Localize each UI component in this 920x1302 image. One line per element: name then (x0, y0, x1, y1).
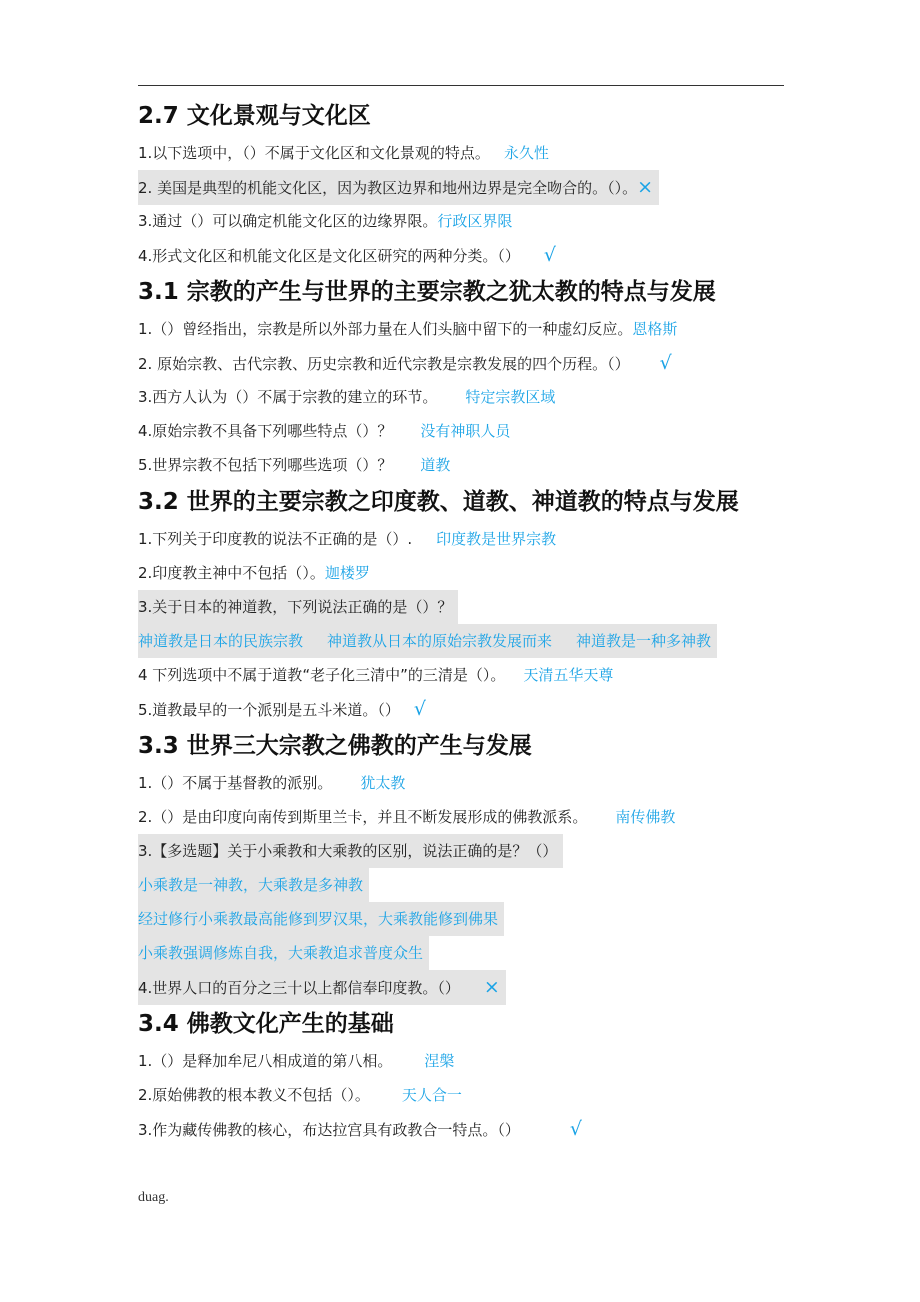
question-text: 2.（）是由印度向南传到斯里兰卡，并且不断发展形成的佛教派系。 (138, 808, 588, 826)
answer-option-line (138, 902, 788, 936)
question-text: 5.道教最早的一个派别是五斗米道。（） (138, 701, 400, 719)
question-line (138, 414, 788, 448)
answer-text: 涅槃 (424, 1052, 455, 1070)
answer-option: 神道教是一种多神教 (576, 632, 712, 650)
question-line (138, 312, 788, 346)
question-line (138, 204, 788, 238)
question-text: 4.世界人口的百分之三十以上都信奉印度教。（） (138, 979, 460, 997)
question-line (138, 1044, 788, 1078)
answer-text: 行政区界限 (437, 212, 513, 230)
question-line (138, 556, 788, 590)
header-rule (138, 85, 784, 86)
question-text: 1.下列关于印度教的说法不正确的是（）. (138, 530, 413, 548)
answer-option-line (138, 868, 788, 902)
answer-text: 南传佛教 (615, 808, 676, 826)
question-line (138, 522, 788, 556)
question-line (138, 136, 788, 170)
question-line (138, 448, 788, 482)
question-text: 3.【多选题】关于小乘教和大乘教的区别，说法正确的是？（） (138, 834, 563, 868)
question-line (138, 800, 788, 834)
question-text: 4.原始宗教不具备下列哪些特点（）？ (138, 422, 393, 440)
question-line (138, 590, 788, 624)
question-line (138, 970, 788, 1004)
question-text: 1.（）不属于基督教的派别。 (138, 774, 333, 792)
question-text: 2.原始佛教的根本教义不包括（）。 (138, 1086, 370, 1104)
answer-text: 迦楼罗 (324, 564, 370, 582)
question-line (138, 692, 788, 726)
section-title-3-2: 3.2 世界的主要宗教之印度教、道教、神道教的特点与发展 (138, 489, 739, 515)
question-line (138, 238, 788, 272)
answer-options-line (138, 624, 788, 658)
cross-mark: × (483, 976, 500, 998)
question-line (138, 834, 788, 868)
cross-mark: × (637, 176, 654, 198)
question-text: 1.（）是释加牟尼八相成道的第八相。 (138, 1052, 393, 1070)
question-line (138, 346, 788, 380)
question-text: 3.关于日本的神道教，下列说法正确的是（）？ (138, 590, 458, 624)
question-line (138, 1112, 788, 1146)
question-text: 2. 原始宗教、古代宗教、历史宗教和近代宗教是宗教发展的四个历程。（） (138, 355, 630, 373)
answer-text: 没有神职人员 (420, 422, 511, 440)
question-line (138, 380, 788, 414)
question-line (138, 766, 788, 800)
document-body (138, 96, 788, 1146)
section-title-3-3: 3.3 世界三大宗教之佛教的产生与发展 (138, 733, 532, 759)
question-text: 4 下列选项中不属于道教“老子化三清中”的三清是（）。 (138, 666, 506, 684)
question-text: 2.印度教主神中不包括（）。 (138, 564, 325, 582)
section-title-3-1: 3.1 宗教的产生与世界的主要宗教之犹太教的特点与发展 (138, 279, 716, 305)
question-line (138, 170, 788, 204)
answer-text: 天人合一 (401, 1086, 462, 1104)
question-text: 3.作为藏传佛教的核心，布达拉宫具有政教合一特点。（） (138, 1121, 520, 1139)
answer-option: 经过修行小乘教最高能修到罗汉果，大乘教能修到佛果 (138, 902, 504, 936)
question-text: 5.世界宗教不包括下列哪些选项（）？ (138, 456, 393, 474)
question-text: 3.西方人认为（）不属于宗教的建立的环节。 (138, 388, 438, 406)
answer-option: 小乘教强调修炼自我，大乘教追求普度众生 (138, 936, 429, 970)
check-mark: √ (543, 244, 556, 266)
question-text: 2. 美国是典型的机能文化区，因为教区边界和地州边界是完全吻合的。（）。 (138, 179, 638, 197)
question-line (138, 1078, 788, 1112)
answer-option-line (138, 936, 788, 970)
question-line (138, 658, 788, 692)
answer-text: 道教 (420, 456, 451, 474)
answer-text: 犹太教 (360, 774, 406, 792)
section-title-2-7: 2.7 文化景观与文化区 (138, 103, 371, 129)
answer-option: 神道教从日本的原始宗教发展而来 (327, 632, 553, 650)
question-text: 1.以下选项中，（）不属于文化区和文化景观的特点。 (138, 144, 490, 162)
answer-text: 永久性 (503, 144, 549, 162)
section-title-3-4: 3.4 佛教文化产生的基础 (138, 1011, 394, 1037)
check-mark: √ (569, 1118, 582, 1140)
answer-text: 天清五华天尊 (523, 666, 614, 684)
question-text: 1.（）曾经指出，宗教是所以外部力量在人们头脑中留下的一种虚幻反应。 (138, 320, 633, 338)
question-text: 4.形式文化区和机能文化区是文化区研究的两种分类。（） (138, 247, 520, 265)
answer-text: 恩格斯 (632, 320, 678, 338)
page-footer: duag. (138, 1190, 169, 1205)
answer-option: 神道教是日本的民族宗教 (138, 632, 304, 650)
answer-option: 小乘教是一神教，大乘教是多神教 (138, 868, 369, 902)
check-mark: √ (659, 352, 672, 374)
question-text: 3.通过（）可以确定机能文化区的边缘界限。 (138, 212, 438, 230)
check-mark: √ (413, 698, 426, 720)
answer-text: 特定宗教区域 (465, 388, 556, 406)
answer-text: 印度教是世界宗教 (436, 530, 557, 548)
